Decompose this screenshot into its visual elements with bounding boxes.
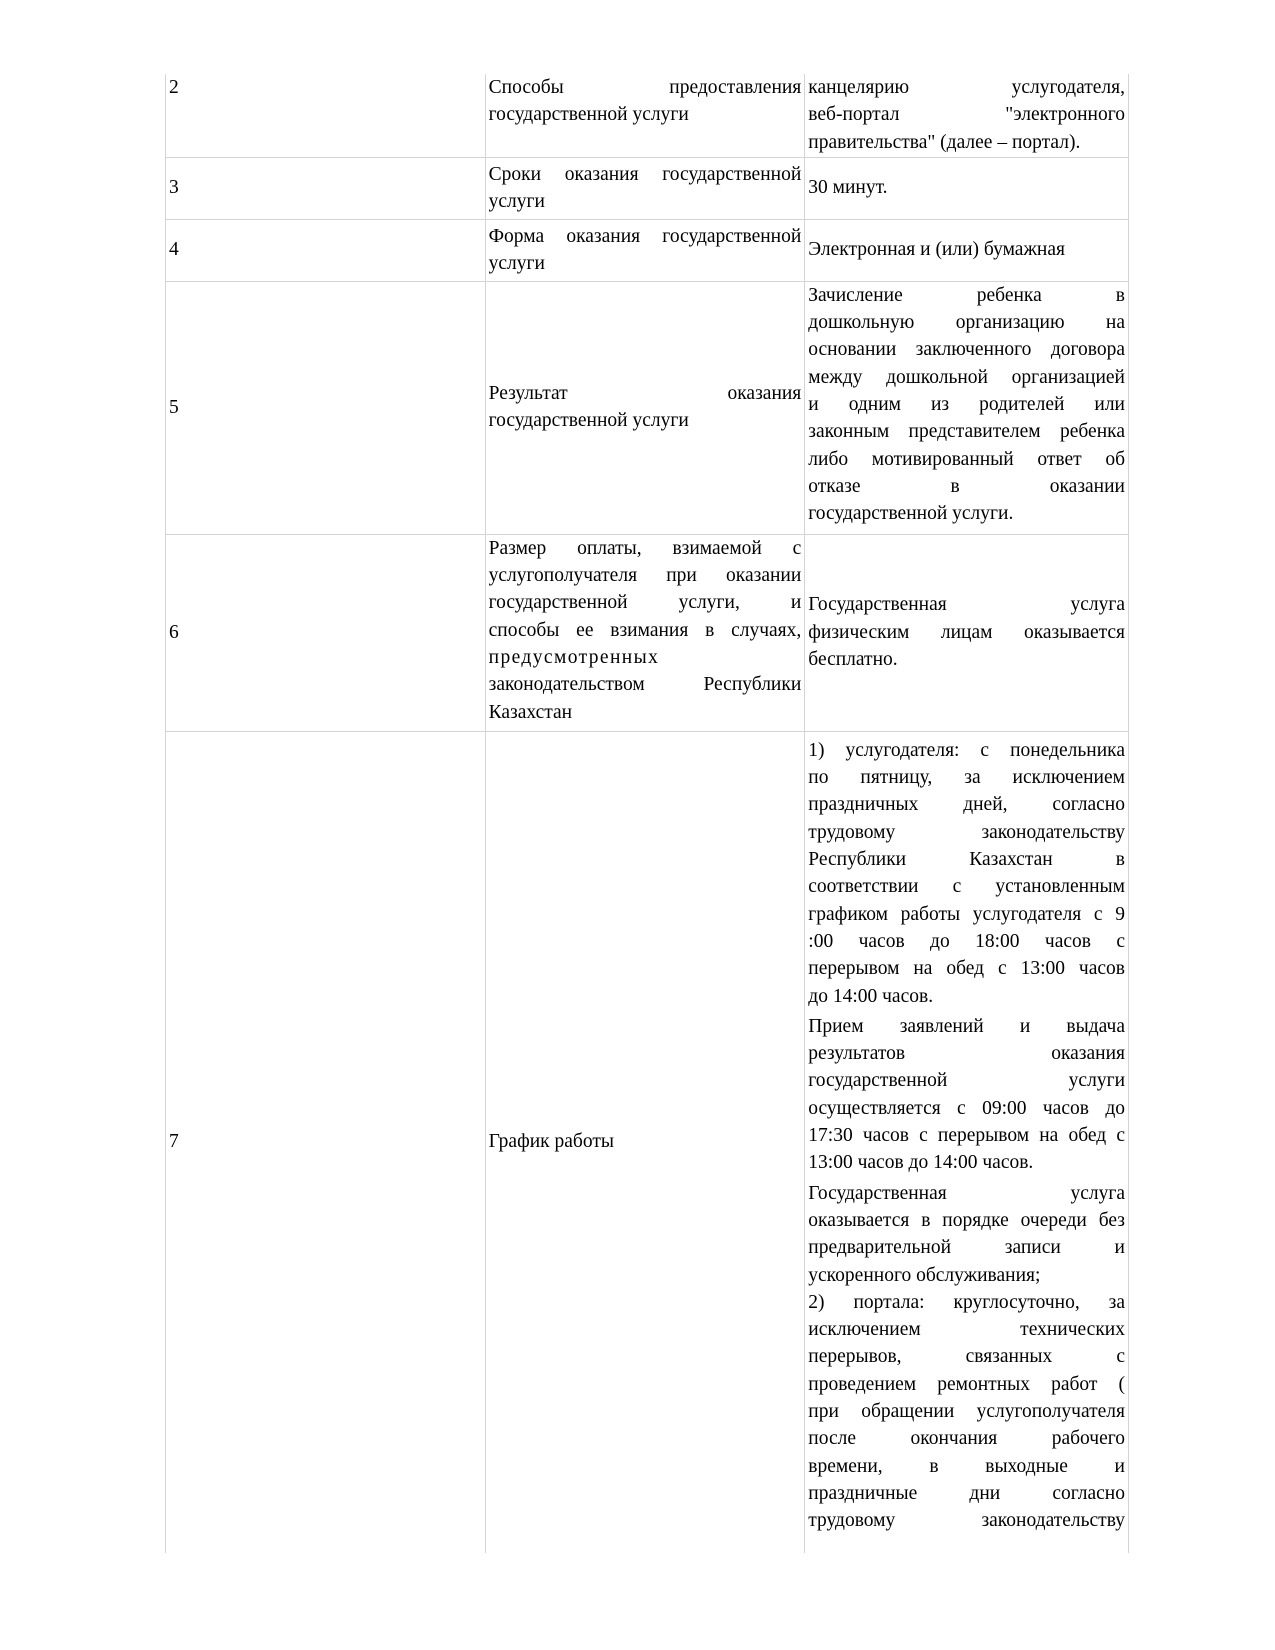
- row-number-cell: [166, 534, 486, 731]
- table-body: [166, 74, 1129, 1553]
- table-row: [166, 74, 1129, 157]
- row-number-cell: [166, 281, 486, 534]
- row-value-line: после окончания рабочего: [808, 1428, 1125, 1450]
- row-name-line: График работы: [488, 1131, 614, 1153]
- row-value-line: отказе в оказании: [808, 475, 1125, 497]
- row-number: 3: [169, 177, 179, 199]
- row-value-line: Электронная и (или) бумажная: [808, 239, 1065, 261]
- row-value-cell: [805, 534, 1129, 731]
- row-name-cell: [485, 534, 805, 731]
- row-number-cell: [166, 731, 486, 1553]
- row-number: 4: [169, 239, 179, 261]
- row-value-line: ускоренного обслуживания;: [808, 1264, 1041, 1286]
- row-name-line: предусмотренных: [488, 647, 660, 669]
- row-value-line: либо мотивированный ответ об: [808, 448, 1125, 470]
- table-row: [166, 731, 1129, 1553]
- row-number-cell: [166, 157, 486, 219]
- row-name-cell: [485, 281, 805, 534]
- row-name-line: государственной услуги: [488, 410, 689, 432]
- row-value-line: Государственная услуга: [808, 594, 1125, 616]
- row-value-line: графиком работы услугодателя с 9: [808, 903, 1125, 925]
- row-value-line: 17:30 часов с перерывом на обед с: [808, 1125, 1125, 1147]
- value-paragraph: [808, 737, 1125, 1010]
- row-value-line: до 14:00 часов.: [808, 985, 934, 1007]
- row-value-line: проведением ремонтных работ (: [808, 1373, 1125, 1395]
- row-name-cell: [485, 219, 805, 281]
- row-value-line: перерывом на обед с 13:00 часов: [808, 958, 1125, 980]
- row-value-line: между дошкольной организацией: [808, 366, 1125, 388]
- row-value-line: основании заключенного договора: [808, 339, 1125, 361]
- row-value-line: по пятницу, за исключением: [808, 767, 1125, 789]
- row-value-line: 2) портала: круглосуточно, за: [808, 1291, 1125, 1313]
- row-value-line: законным представителем ребенка: [808, 421, 1125, 443]
- row-name-line: государственной услуги, и: [488, 592, 802, 614]
- service-standard-table: [165, 74, 1129, 1553]
- row-value-line: 30 минут.: [808, 177, 888, 199]
- row-value-line: праздничных дней, согласно: [808, 794, 1125, 816]
- row-name-cell: [485, 74, 805, 157]
- row-value-line: исключением технических: [808, 1319, 1125, 1341]
- row-number: 7: [169, 1131, 179, 1153]
- row-name-line: Результат оказания: [488, 383, 802, 405]
- row-number-cell: [166, 74, 486, 157]
- value-paragraph: [808, 1013, 1125, 1177]
- row-number: 6: [169, 621, 179, 643]
- row-name-cell: [485, 731, 805, 1553]
- row-name-line: законодательством Республики: [488, 674, 802, 696]
- row-value-line: государственной услуги: [808, 1070, 1125, 1092]
- row-value-line: при обращении услугополучателя: [808, 1401, 1125, 1423]
- row-value-cell: [805, 281, 1129, 534]
- row-value-cell: [805, 731, 1129, 1553]
- row-name-line: Казахстан: [488, 701, 573, 723]
- table-row: [166, 534, 1129, 731]
- row-value-line: перерывов, связанных с: [808, 1346, 1125, 1368]
- row-value-line: праздничные дни согласно: [808, 1482, 1125, 1504]
- row-value-line: времени, в выходные и: [808, 1455, 1125, 1477]
- row-number-cell: [166, 219, 486, 281]
- row-value-line: 13:00 часов до 14:00 часов.: [808, 1152, 1034, 1174]
- row-value-cell: [805, 157, 1129, 219]
- table-row: [166, 281, 1129, 534]
- row-name-line: услуги: [488, 190, 545, 212]
- row-value-line: и одним из родителей или: [808, 394, 1125, 416]
- row-value-line: дошкольную организацию на: [808, 312, 1125, 334]
- row-value-line: результатов оказания: [808, 1043, 1125, 1065]
- row-value-line: трудовому законодательству: [808, 821, 1125, 843]
- row-number: 2: [169, 77, 179, 98]
- row-value-line: оказывается в порядке очереди без: [808, 1209, 1125, 1231]
- row-name-line: Форма оказания государственной: [488, 225, 802, 247]
- row-value-line: государственной услуги.: [808, 503, 1014, 525]
- row-value-line: Государственная услуга: [808, 1182, 1125, 1204]
- row-value-line: предварительной записи и: [808, 1237, 1125, 1259]
- row-value-line: правительства" (далее – портал).: [808, 131, 1081, 153]
- row-name-line: услуги: [488, 252, 545, 274]
- row-value-line: 1) услугодателя: с понедельника: [808, 739, 1125, 761]
- row-value-line: соответствии с установленным: [808, 876, 1125, 898]
- row-name-line: государственной услуги: [488, 104, 689, 126]
- table-row: [166, 157, 1129, 219]
- row-value-line: веб-портал "электронного: [808, 104, 1125, 126]
- row-name-line: Сроки оказания государственной: [488, 163, 802, 185]
- row-value-cell: [805, 74, 1129, 157]
- value-paragraph: [808, 1180, 1125, 1535]
- row-name-line: способы ее взимания в случаях,: [488, 619, 802, 641]
- row-value-line: трудовому законодательству: [808, 1510, 1125, 1532]
- row-name-line: услугополучателя при оказании: [488, 565, 802, 587]
- row-value-line: бесплатно.: [808, 649, 898, 671]
- row-value-line: :00 часов до 18:00 часов с: [808, 930, 1125, 952]
- row-value-line: Прием заявлений и выдача: [808, 1015, 1125, 1037]
- row-value-line: физическим лицам оказывается: [808, 621, 1125, 643]
- row-value-line: канцелярию услугодателя,: [808, 77, 1125, 98]
- row-value-line: Зачисление ребенка в: [808, 284, 1125, 306]
- row-name-line: Размер оплаты, взимаемой с: [488, 537, 802, 559]
- row-value-line: Республики Казахстан в: [808, 849, 1125, 871]
- row-number: 5: [169, 396, 179, 418]
- row-value-cell: [805, 219, 1129, 281]
- table-row: [166, 219, 1129, 281]
- row-name-line: Способы предоставления: [488, 77, 802, 98]
- row-name-cell: [485, 157, 805, 219]
- row-value-line: осуществляется с 09:00 часов до: [808, 1097, 1125, 1119]
